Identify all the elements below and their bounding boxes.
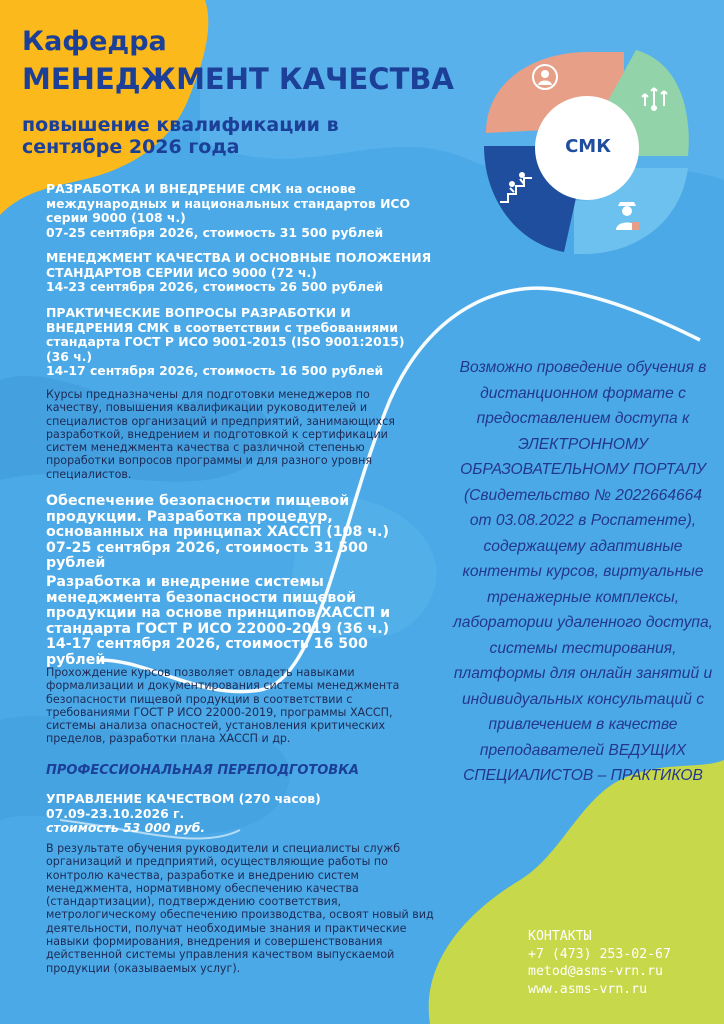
growth-gears-icon [640,82,674,112]
food-courses-description: Прохождение курсов позволяет овладеть навыками формализации и документирования системы менеджмента безопасности пищевой продукции в соответствии с требованиями ГОСТ Р ИСО 22000-2019, программы ХАССП, системы анализа опасностей, установления критических пределов, разработки плана ХАССП и др. [46,666,400,746]
food-course-1-dates: 07-25 сентября 2026, стоимость 31 500 рублей [46,539,368,571]
inspector-icon [612,198,642,232]
food-course-2-title: Разработка и внедрение системы менеджмента безопасности пищевой продукции на основе принципов ХАССП и стандарта ГОСТ Р ИСО 22000-2019 (36 ч.) [46,574,391,637]
contacts-email[interactable]: metod@asms-vrn.ru [528,964,663,979]
retraining-price: стоимость 53 000 руб. [46,820,206,835]
contacts-block [528,928,671,998]
course-1 [46,182,436,240]
course-1-title: РАЗРАБОТКА И ВНЕДРЕНИЕ СМК на основе международных и национальных стандартов ИСО серии 9000 (108 ч.) [46,181,411,225]
food-course-2 [46,575,426,668]
course-2 [46,251,436,295]
teamwork-stairs-icon [498,172,534,204]
retraining-heading: ПРОФЕССИОНАЛЬНАЯ ПЕРЕПОДГОТОВКА [46,763,359,778]
contacts-heading: КОНТАКТЫ [528,929,592,944]
department-name: МЕНЕДЖМЕНТ КАЧЕСТВА [22,62,454,96]
course-3-title: ПРАКТИЧЕСКИЕ ВОПРОСЫ РАЗРАБОТКИ И ВНЕДРЕНИЯ СМК в соответствии с требованиями стандарта ГОСТ Р ИСО 9001-2015 (ISO 9001:2015) (36 ч.) [46,305,405,364]
page-subtitle: повышение квалификации в сентябре 2026 года [22,114,339,158]
retraining-dates: 07.09-23.10.2026 г. [46,805,185,821]
contacts-website[interactable]: www.asms-vrn.ru [528,981,648,997]
course-2-dates: 14-23 сентября 2026, стоимость 26 500 рублей [46,279,384,294]
course-3 [46,306,416,379]
contacts-phone[interactable]: +7 (473) 253-02-67 [528,946,671,962]
smk-center-label: СМК [565,136,611,157]
courses-description: Курсы предназначены для подготовки менеджеров по качеству, повышения квалификации руководителей и специалистов организаций и предприятий, занимающихся разработкой, внедрением и подготовкой к сертификации систем менеджмента качества с различной степенью проработки вопросов программы и для разного уровня специалистов. [46,388,395,481]
course-3-dates: 14-17 сентября 2026, стоимость 16 500 рублей [46,363,384,378]
retraining-course [46,792,376,836]
distance-learning-note: Возможно проведение обучения в дистанционном формате с предоставлением доступа к ЭЛЕКТРОННОМУ ОБРАЗОВАТЕЛЬНОМУ ПОРТАЛУ (Свидетельство № 2022664664 от 03.08.2022 в Роспатенте), содержащему адаптивные контенты курсов, виртуальные тренажерные комплексы, лаборатории удаленного доступа, системы тестирования, платформы для онлайн занятий и индивидуальных консультаций с привлечением в качестве преподавателей ВЕДУЩИХ СПЕЦИАЛИСТОВ – ПРАКТИКОВ [453,359,713,784]
food-course-2-dates: 14-17 сентября 2026, стоимость 16 500 рублей [46,636,368,668]
food-course-1-title: Обеспечение безопасности пищевой продукции. Разработка процедур, основанных на принципах ХАССП (108 ч.) [46,493,389,540]
person-target-icon [530,62,560,92]
food-course-1 [46,494,396,572]
retraining-title: УПРАВЛЕНИЕ КАЧЕСТВОМ (270 часов) [46,791,321,806]
retraining-description: В результате обучения руководители и специалисты служб организаций и предприятий, осуществляющие работы по контролю качества, разработке и внедрению систем менеджмента, нормативному обеспечению качества (стандартизации), подтверждению соответствия, метрологическому обеспечению производства, освоят новый вид деятельности, получат необходимые знания и практические навыки формирования, внедрения и совершенствования действенной системы управления качеством выпускаемой продукции (оказываемых услуг). [46,842,434,975]
course-1-dates: 07-25 сентября 2026, стоимость 31 500 рублей [46,224,384,240]
department-label: Кафедра [22,26,167,57]
course-2-title: МЕНЕДЖМЕНТ КАЧЕСТВА И ОСНОВНЫЕ ПОЛОЖЕНИЯ СТАНДАРТОВ СЕРИИ ИСО 9000 (72 ч.) [46,250,432,280]
